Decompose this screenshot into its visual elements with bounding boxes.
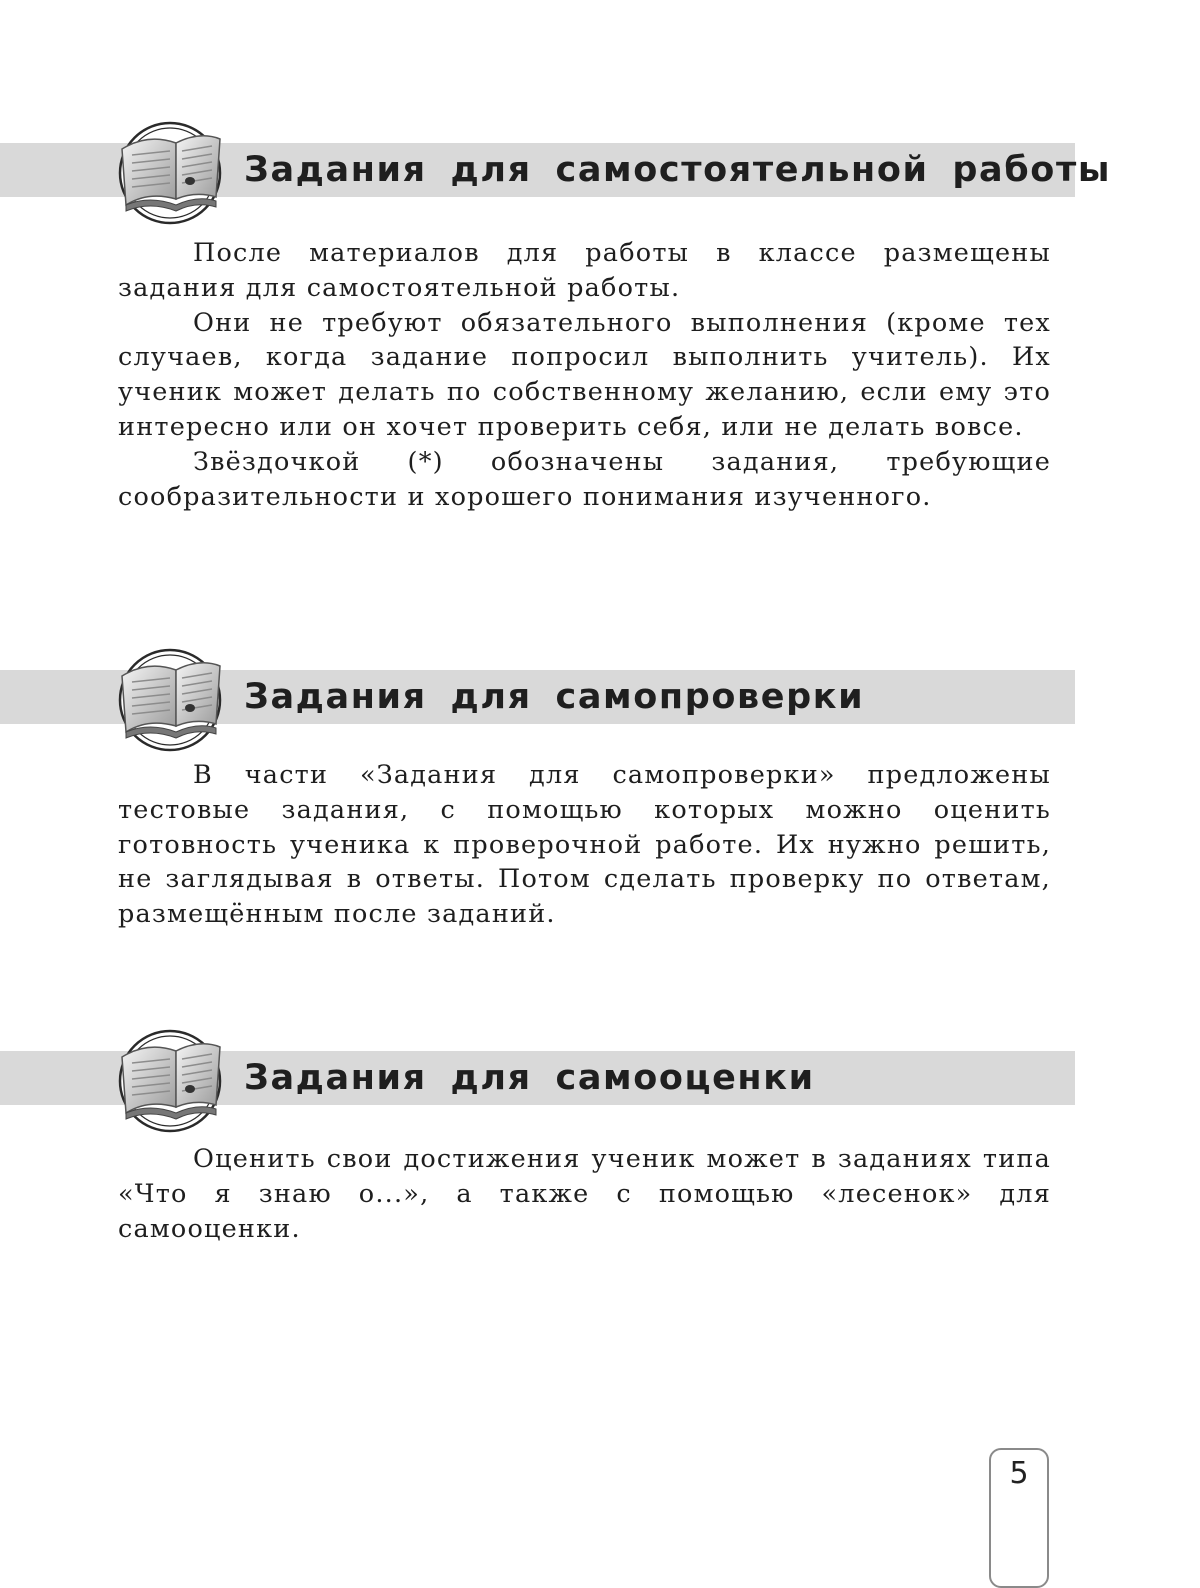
section-heading: Задания для самопроверки	[244, 677, 865, 717]
section-body	[118, 1142, 1051, 1246]
paragraph: В части «Задания для самопроверки» предложены тестовые задания, с помощью которых можно оценить готовность ученика к проверочной работе. Их нужно решить, не заглядывая в ответы. Потом сделать проверку по ответам, размещённым после заданий.	[118, 760, 1051, 930]
open-book-icon	[112, 113, 224, 225]
open-book-icon	[112, 1021, 224, 1133]
section-body	[118, 236, 1051, 514]
section-heading: Задания для самооценки	[244, 1058, 815, 1098]
paragraph: После материалов для работы в классе размещены задания для самостоятельной работы.	[118, 238, 1051, 303]
section-body	[118, 758, 1051, 932]
open-book-icon	[112, 640, 224, 752]
paragraph: Они не требуют обязательного выполнения (кроме тех случаев, когда задание попросил выполнить учитель). Их ученик может делать по собственному желанию, если ему это интересно или он хочет проверить себя, или не делать вовсе.	[118, 307, 1051, 442]
paragraph: Звёздочкой (*) обозначены задания, требующие сообразительности и хорошего понимания изученного.	[118, 446, 1051, 512]
page-number-tab	[989, 1448, 1049, 1588]
paragraph: Оценить свои достижения ученик может в заданиях типа «Что я знаю о...», а также с помощью «лесенок» для самооценки.	[118, 1144, 1051, 1244]
section-heading: Задания для самостоятельной работы	[244, 150, 1112, 190]
page-number: 5	[1009, 1456, 1029, 1491]
